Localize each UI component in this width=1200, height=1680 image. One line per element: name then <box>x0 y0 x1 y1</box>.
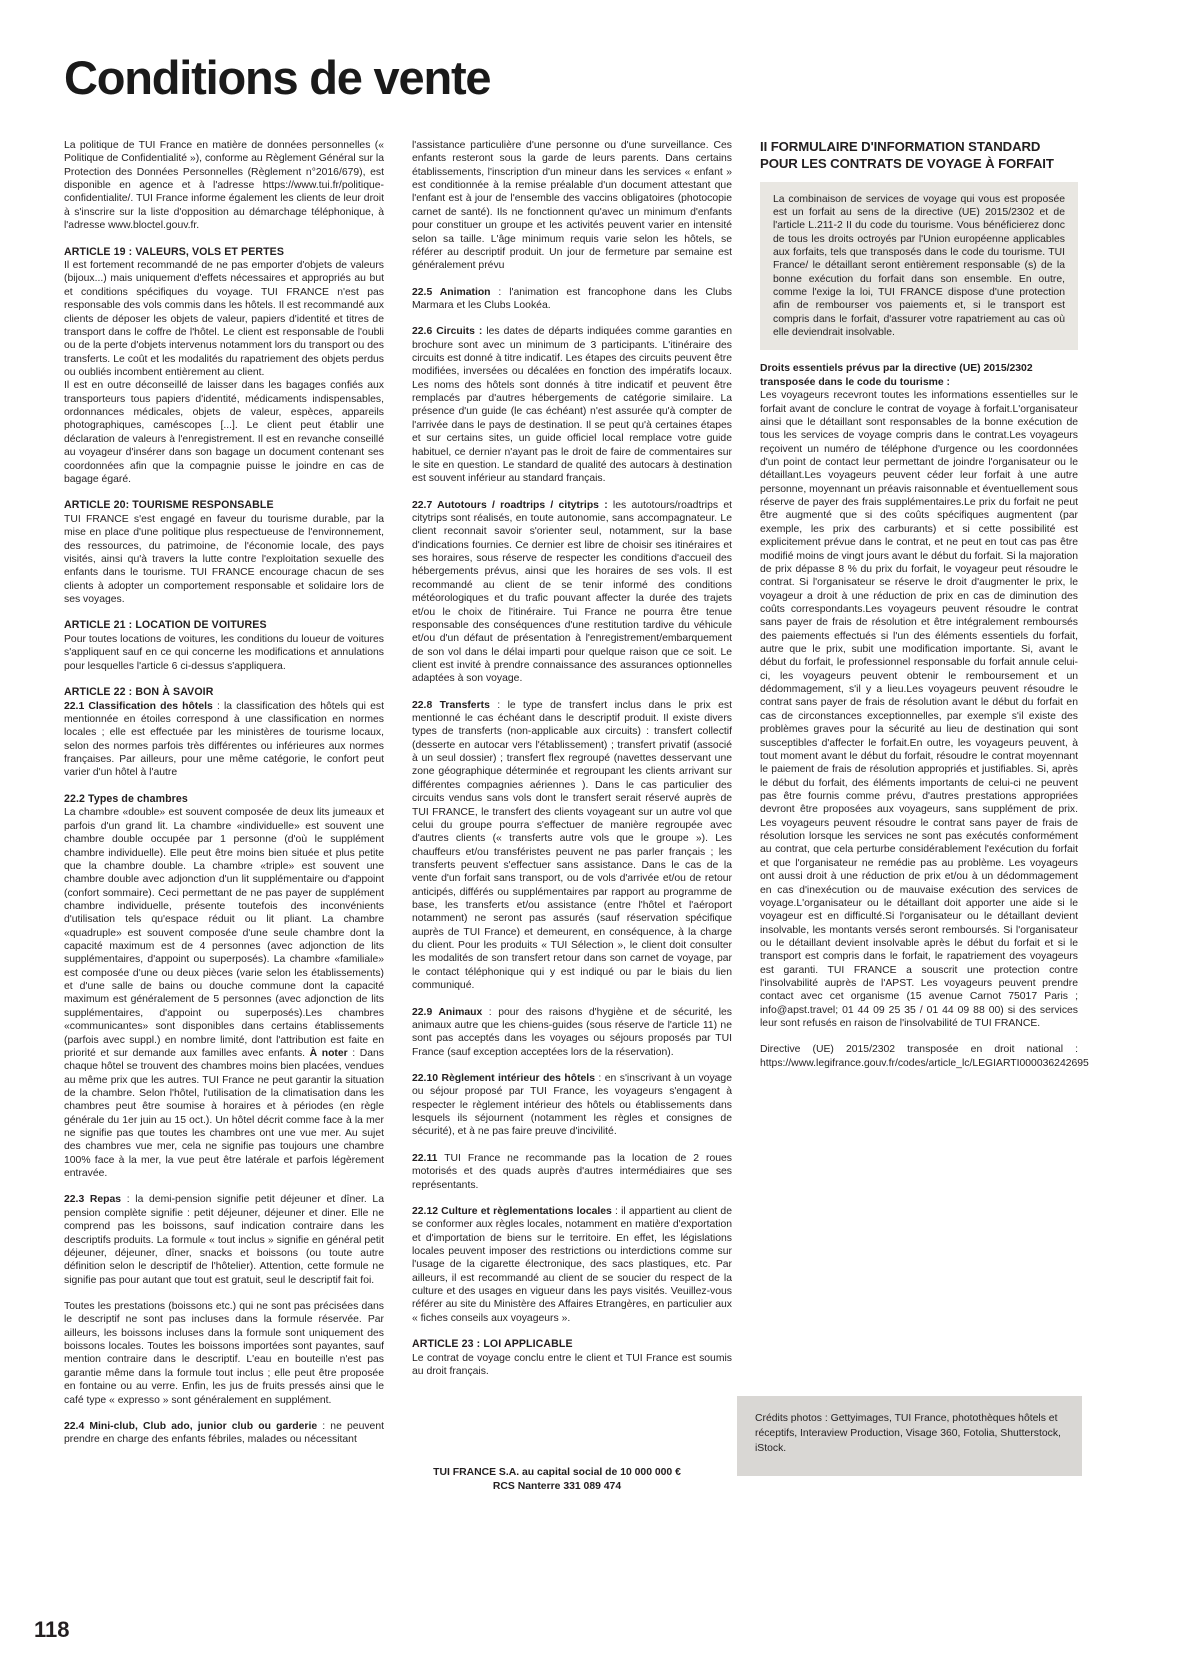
article-23-paragraph: Le contrat de voyage conclu entre le client et TUI France est soumis au droit français. <box>412 1352 732 1378</box>
section-22-12-text: : il appartient au client de se conformer aux règles locales, notamment en matière d'exportation et d'importation de biens sur le territoire. En effet, les législations locales peuvent imposer des restrictions ou interdictions comme sur l'usage de la cigarette électronique, des sacs plastiques, etc. Par ailleurs, il est recommandé au client de se soucier du respect de la culture et des usages en vigueur dans les pays visités. Veuillez-vous référer au site du Ministère des Affaires Etrangères, en particulier aux « fiches conseils aux voyageurs ». <box>412 1205 732 1324</box>
section-22-9-text: : pour des raisons d'hygiène et de sécurité, les animaux autre que les chiens-guides (sous réserve de l'article 11) ne sont pas acceptés dans les voyages ou séjours proposés par TUI France (sauf exception acceptées lors de la réservation). <box>412 1006 732 1058</box>
continuation-paragraph: l'assistance particulière d'une personne ou d'une surveillance. Ces enfants resteront sous la garde de leurs parents. Dans certains établissements, l'inscription d'un mineur dans les services « enfant » est conditionnée à la remise préalable d'un document attestant que l'enfant est à jour de l'ensemble des vaccins obligatoires (photocopie carnet de santé). Ils ne fonctionnent qu'avec un minimum d'enfants pour constituer un groupe et les activités peuvent varier en intensité selon sa taille. L'âge minimum requis varie selon les hôtels, se référer au descriptif produit. Un jour de fermeture par semaine est généralement prévu <box>412 140 732 272</box>
standard-form-title-line-2: POUR LES CONTRATS DE VOYAGE À FORFAIT <box>760 155 1054 171</box>
heading-article-19: ARTICLE 19 : VALEURS, VOLS ET PERTES <box>64 245 285 258</box>
section-22-4 <box>64 1420 384 1447</box>
section-22-10-label: 22.10 Règlement intérieur des hôtels <box>412 1073 595 1084</box>
column-3 <box>760 139 1089 1447</box>
page-number: 118 <box>34 1617 70 1642</box>
company-legal-footer <box>396 1466 718 1495</box>
section-22-9-label: 22.9 Animaux <box>412 1006 483 1018</box>
heading-article-23: ARTICLE 23 : LOI APPLICABLE <box>412 1338 573 1351</box>
essential-rights-text: Les voyageurs recevront toutes les informations essentielles sur le forfait avant de conclure le contrat de voyage à forfait.L'organisateur ainsi que le détaillant sont responsables de la bonne exécution de tous les services de voyage compris dans le contrat.Les voyageurs reçoivent un numéro de téléphone d'urgence ou les coordonnées d'un point de contact leur permettant de joindre l'organisateur ou le détaillant.Les voyageurs peuvent céder leur forfait à une autre personne, moyennant un préavis raisonnable et éventuellement sous réserve de payer des frais supplémentaires.Le prix du forfait ne peut être augmenté que si des coûts spécifiques augmentent (par exemple, les prix des carburants) et si cette possibilité est explicitement prévue dans le contrat, et ne peut en tout cas pas être modifié moins de vingt jours avant le début du forfait. Si la majoration de prix dépasse 8 % du prix du forfait, le voyageur peut résoudre le contrat. Si l'organisateur se réserve le droit d'augmenter le prix, le voyageur a droit à une réduction de prix en cas de diminution des coûts correspondants.Les voyageurs peuvent résoudre le contrat sans payer de frais de résolution et être intégralement remboursés des paiements effectués si l'un des éléments essentiels du forfait, autre que le prix, subit une modification importante. Si, avant le début du forfait, le professionnel responsable du forfait annule celui-ci, les voyageurs peuvent obtenir le remboursement et un dédommagement, s'il y a lieu.Les voyageurs peuvent résoudre le contrat sans payer de frais de résolution avant le début du forfait en cas de circonstances exceptionnelles, par exemple s'il existe des problèmes graves pour la sécurité au lieu de destination qui sont susceptibles d'affecter le forfait.En outre, les voyageurs peuvent, à tout moment avant le début du forfait, résoudre le contrat moyennant le paiement de frais de résolution appropriés et justifiables. Si, après le début du forfait, des éléments importants de celui-ci ne peuvent pas être fournis comme prévu, d'autres prestations appropriées devront être proposées aux voyageurs, sans supplément de prix. Les voyageurs peuvent résoudre le contrat sans payer de frais de résolution lorsque les services ne sont pas exécutés conformément au contrat, que cela perturbe considérablement l'exécution du forfait et que l'organisateur ne remédie pas au problème. Les voyageurs ont aussi droit à une réduction de prix et/ou à un dédommagement en cas d'inexécution ou de mauvaise exécution des services de voyage.L'organisateur ou le détaillant doit apporter une aide si le voyageur est en difficulté.Si l'organisateur ou le détaillant devient insolvable, les montants versés seront remboursés. Si l'organisateur ou le détaillant devient insolvable après le début du forfait et si le transport est compris dans le forfait, le rapatriement des voyageurs est garanti. TUI FRANCE a souscrit une protection contre l'insolvabilité auprès de l'APST. Les voyageurs peuvent prendre contact avec cet organisme (15 avenue Carnot 75017 Paris ; info@apst.travel; 01 44 09 25 35 / 01 44 09 88 00) si des services leur sont refusés en raison de l'insolvabilité de TUI FRANCE. <box>760 390 1078 1030</box>
section-22-11 <box>412 1152 732 1192</box>
section-22-7 <box>412 499 732 686</box>
heading-article-20: ARTICLE 20: TOURISME RESPONSABLE <box>64 499 274 512</box>
intro-paragraph: La politique de TUI France en matière de données personnelles (« Politique de Confidentialité »), conforme au Règlement Général sur la Protection des Données Personnelles (Règlement n°2016/679), est disponible en agence et à l'adresse https://www.tui.fr/politique-confidentialite/. TUI France informe également les clients de leur droit à s'inscrire sur la liste d'opposition au démarchage téléphonique, à l'adresse www.bloctel.gouv.fr. <box>64 140 384 232</box>
section-22-5 <box>412 286 732 313</box>
standard-information-box <box>760 182 1078 351</box>
section-22-2 <box>64 806 384 1180</box>
section-22-12-label: 22.12 Culture et règlementations locales <box>412 1205 612 1217</box>
heading-article-21: ARTICLE 21 : LOCATION DE VOITURES <box>64 619 267 632</box>
section-22-8-label: 22.8 Transferts <box>412 699 490 711</box>
section-22-4-label: 22.4 Mini-club, Club ado, junior club ou garderie <box>64 1420 318 1432</box>
content-columns <box>64 139 1089 1447</box>
section-22-5-text: : l'animation est francophone dans les Clubs Marmara et les Clubs Lookéa. <box>412 286 732 311</box>
section-22-11-label: 22.11 <box>412 1152 438 1164</box>
section-22-3-paragraph-2: Toutes les prestations (boissons etc.) qui ne sont pas précisées dans le descriptif ne sont pas incluses dans la formule réservée. Par ailleurs, les boissons incluses dans la formule sont uniquement des boissons locales. Toutes les boissons importées sont payantes, sauf mention contraire dans le descriptif. L'eau en bouteille n'est pas garantie même dans la formule tout inclus ; elle peut être proposée en fontaine ou au verre. Enfin, les jus de fruits pressés ainsi que le café type « expresso » sont généralement en supplément. <box>64 1301 384 1406</box>
section-22-10-text: : en s'inscrivant à un voyage ou séjour proposé par TUI France, les voyageurs s'engagent à respecter le règlement intérieur des hôtels ou établissements dans lesquels ils séjournent (notamment les règles et consignes de sécurité), et à ne pas faire preuve d'incivilité. <box>412 1073 732 1138</box>
section-22-6-text: les dates de départs indiquées comme garanties en brochure sont avec un minimum de 3 participants. L'itinéraire des circuits est donné à titre indicatif. Les étapes des circuits peuvent être modifiées, inversées ou décalées en fonction des impératifs locaux. Les noms des hôtels sont donnés à titre indicatif et peuvent être remplacés par d'autres hébergements de catégorie similaire. La présence d'un guide (le cas échéant) n'est assurée qu'à compter de l'arrivée dans le pays de destination. Il se peut qu'à certaines étapes et sur certains sites, un guide officiel local remplace votre guide habituel, ce dernier n'ayant pas le droit de faire de commentaires sur le site en question. Le standard de qualité des autocars à destination est souvent inférieur au standard français. <box>412 326 732 485</box>
section-22-11-text: TUI France ne recommande pas la location de 2 roues motorisés et des quads auprès d'autres intermédiaires que ses représentants. <box>412 1152 732 1191</box>
section-22-2-text-after: : Dans chaque hôtel se trouvent des chambres moins bien placées, vendues au même prix que les autres. TUI France ne peut garantir la situation de la chambre. Selon l'hôtel, l'utilisation de la climatisation dans les chambres peut être soumise à horaires et à périodes (en règle générale du 1er juin au 15 oct.). Un hôtel décrit comme face à la mer ne signifie pas que toutes les chambres ont une vue mer. Au sujet des chambres vue mer, cela ne signifie pas toujours une chambre 100% face à la mer, la vue peut être latérale et parfois légèrement entravée. <box>64 1047 385 1180</box>
section-22-1-label: 22.1 Classification des hôtels <box>64 700 213 712</box>
photo-credits-box <box>737 1396 1082 1476</box>
section-22-2-note-label: À noter <box>309 1047 348 1059</box>
article-20-paragraph: TUI FRANCE s'est engagé en faveur du tourisme durable, par la mise en place d'une politique plus respectueuse de l'environnement, des ressources, du patrimoine, de l'économie locale, des pays visités, ainsi qu'à travers la lutte contre l'exploitation sexuelle des enfants dans le tourisme. TUI FRANCE encourage chacun de ses clients à adopter un comportement responsable et solidaire lors de ses voyages. <box>64 513 384 605</box>
section-22-1 <box>64 700 384 780</box>
section-22-8 <box>412 699 732 993</box>
article-21-paragraph: Pour toutes locations de voitures, les conditions du loueur de voitures s'appliquent sauf en ce qui concerne les modifications et annulations pour lesquelles l'article 6 ci-dessus s'appliquera. <box>64 633 384 672</box>
page-title: Conditions de vente <box>64 51 491 104</box>
standard-information-form-title <box>760 139 1078 173</box>
section-22-1-text: : la classification des hôtels qui est mentionnée en étoiles correspond à une classification en normes locales ; elle est effectuée par les ministères de tourisme locaux, selon des normes parfois très différentes ou inférieures aux normes françaises. Par ailleurs, pour une même catégorie, le confort peut varier d'un hôtel à l'autre <box>64 700 384 779</box>
article-19-paragraph-1: Il est fortement recommandé de ne pas emporter d'objets de valeurs (bijoux...) mais uniquement d'effets nécessaires et appropriés au but et conditions spécifiques du voyage. TUI FRANCE n'est pas responsable des vols commis dans les hôtels. Il est recommandé aux clients de déposer les objets de valeur, papiers d'identité et titres de transport dans le coffre de l'hôtel. Le client est responsable de l'oubli ou de la perte d'objets intervenus notamment lors du transport ou des transferts. Le coût et les modalités du rapatriement des objets perdus ou oubliés incombent entièrement au client. <box>64 260 384 378</box>
section-22-6-label: 22.6 Circuits : <box>412 326 483 338</box>
essential-rights-heading-line-1: Droits essentiels prévus par la directive (UE) 2015/2302 <box>760 363 1033 375</box>
standard-information-text: La combinaison de services de voyage qui vous est proposée est un forfait au sens de la directive (UE) 2015/2302 et de l'article L.211-2 II du code du tourisme. Vous bénéficierez donc de tous les droits octroyés par l'Union européenne applicables aux forfaits, tels que transposés dans le code du tourisme. TUI France/ le détaillant seront entièrement responsable (s) de la bonne exécution du forfait dans son ensemble. En outre, comme l'exige la loi, TUI FRANCE dispose d'une protection afin de rembourser vos paiements et, si le transport est compris dans le forfait, d'assurer votre rapatriement au cas où elle deviendrait insolvable. <box>773 193 1065 339</box>
section-22-7-text: les autotours/roadtrips et citytrips sont réalisés, en toute autonomie, sans accompagnateur. Le client reconnait savoir s'orienter seul, notamment, sur la base d'indications fournies. Ce dernier est libre de choisir ses itinéraires et ses horaires, sous réserve de respecter les conditions d'accueil des hébergements prévus, ainsi que les horaires de ses vols. Il est recommandé au client de se tenir informé des conditions météorologiques et du trafic pouvant affecter la durée des trajets et/ou le choix de l'itinéraire. Tui France ne pourra être tenue responsable des conséquences d'une restitution tardive du véhicule et/ou d'un défaut de présentation à l'enregistrement/embarquement de son vol dans le délai imparti pour quelque raison que ce soit. Le client est invité à prendre connaissance des assurances optionnelles adaptées à son voyage. <box>412 499 733 685</box>
section-22-3-label: 22.3 Repas <box>64 1194 122 1206</box>
section-22-6 <box>412 325 732 485</box>
section-22-9 <box>412 1006 732 1059</box>
section-22-5-label: 22.5 Animation <box>412 286 491 298</box>
section-22-4-text: : ne peuvent prendre en charge des enfants fébriles, malades ou nécessitant <box>64 1420 384 1446</box>
company-rcs-line: RCS Nanterre 331 089 474 <box>492 1481 622 1493</box>
section-22-2-text: La chambre «double» est souvent composée de deux lits jumeaux et parfois d'un grand lit. La chambre «individuelle» est souvent une chambre double occupée par 1 personne (d'où le supplément chambre individuelle). Elle peut être moins bien située et plus petite que la chambre double. La chambre «triple» est souvent une chambre double avec adjonction d'un lit supplémentaire ou d'appoint (confort sommaire). Ceci permettant de ne pas payer de supplément chambre individuelle, présente toutefois des inconvénients d'utilisation tels qu'espace réduit ou lit pliant. La chambre «quadruple» est souvent composée d'une seule chambre dont la capacité maximum est de 4 personnes (avec adjonction de lits supplémentaires, d'appoint ou superposés). La chambre «familiale» est composée d'une ou deux pièces (varie selon les établissements) et d'une salle de bains ou douche commune dont la capacité maximum est généralement de 5 personnes (avec adjonction de lits supplémentaires, d'appoint ou superposés).Les chambres «communicantes» sont disponibles dans certains établissements (parfois avec suppl.) en nombre limité, dont l'attribution est faite en priorité et sur demande aux familles avec enfants. <box>64 807 384 1059</box>
column-2 <box>412 139 732 1447</box>
essential-rights-heading <box>760 362 1078 389</box>
section-22-12 <box>412 1205 732 1325</box>
section-22-3 <box>64 1193 384 1287</box>
column-1 <box>64 139 384 1447</box>
section-22-10 <box>412 1072 732 1139</box>
standard-form-title-line-1: II FORMULAIRE D'INFORMATION STANDARD <box>760 139 1041 154</box>
photo-credits-text: Crédits photos : Gettyimages, TUI France, photothèques hôtels et réceptifs, Interaview Production, Visage 360, Fotolia, Shutterstock, iStock. <box>755 1413 1061 1454</box>
directive-link-text: Directive (UE) 2015/2302 transposée en droit national : https://www.legifrance.gouv.fr/codes/article_lc/LEGIARTI000036242695 <box>760 1044 1089 1069</box>
section-22-2-label: 22.2 Types de chambres <box>64 792 188 805</box>
section-22-8-text: : le type de transfert inclus dans le prix est mentionné le cas échéant dans le descriptif produit. Il existe divers types de transferts (non-applicable aux circuits) : transfert collectif (desserte en autocar vers l'établissement) ; transfert privatif (associé à un seul dossier) ; transfert flex regroupé (navettes desservant une zone géographique déterminée et regroupant les clients arrivant sur différentes compagnies aériennes ). Dans le cas particulier des circuits vendus sans vols dont le transfert serait réservé auprès de TUI FRANCE, le transfert des clients voyageant sur un autre vol que celui du groupe pourra s'effectuer de manière regroupée avec d'autres clients (« transferts autre vols que le groupe »). Les chauffeurs et/ou transféristes peuvent ne pas parler français ; les transferts peuvent s'effectuer sans assistance. Dans le cas de la vente d'un forfait sans transport, ou de vols d'arrivée et/ou de retour anticipés, différés ou supplémentaires par rapport au programme de base, les transferts et/ou assistance (entre l'hôtel et l'aéroport notamment) ne seront pas assurés (sauf réservation spécifique auprès de TUI France) et demeurent, en conséquence, à la charge du client. Pour les produits « TUI Sélection », le client doit consulter les modalités de son transfert retour dans son carnet de voyage, par le contact téléphonique qui y est indiqué ou par le biais du lien communiqué. <box>412 699 732 992</box>
essential-rights-heading-line-2: transposée dans le code du tourisme : <box>760 376 950 388</box>
section-22-3-text: : la demi-pension signifie petit déjeuner et dîner. La pension complète signifie : petit déjeuner, déjeuner et diner. Elle ne comprend pas les boissons, sauf indication contraire dans les descriptifs produits. La formule « tout inclus » signifie en général petit déjeuner, déjeuner, dîner, snacks et boissons (ou toute autre définition selon le descriptif de l'hôtelier). Attention, cette formule ne signifie pas pour autant que tout est gratuit, seul le descriptif fait foi. <box>64 1194 384 1286</box>
company-capital-line: TUI FRANCE S.A. au capital social de 10 000 000 € <box>433 1467 681 1478</box>
article-19-paragraph-2: Il est en outre déconseillé de laisser dans les bagages confiés aux transporteurs tous papiers d'identité, médicaments indispensables, ordonnances médicales, objets de valeur, espèces, appareils photographiques, caméscopes [...]. Le client peut établir une déclaration de valeurs à l'enregistrement. Il est en revanche conseillé au voyageur d'insérer dans son bagage un document contenant ses coordonnées afin que la compagnie puisse le joindre en cas de bagage égaré. <box>64 380 384 485</box>
heading-article-22: ARTICLE 22 : BON À SAVOIR <box>64 686 214 699</box>
section-22-7-label: 22.7 Autotours / roadtrips / citytrips : <box>412 499 608 511</box>
